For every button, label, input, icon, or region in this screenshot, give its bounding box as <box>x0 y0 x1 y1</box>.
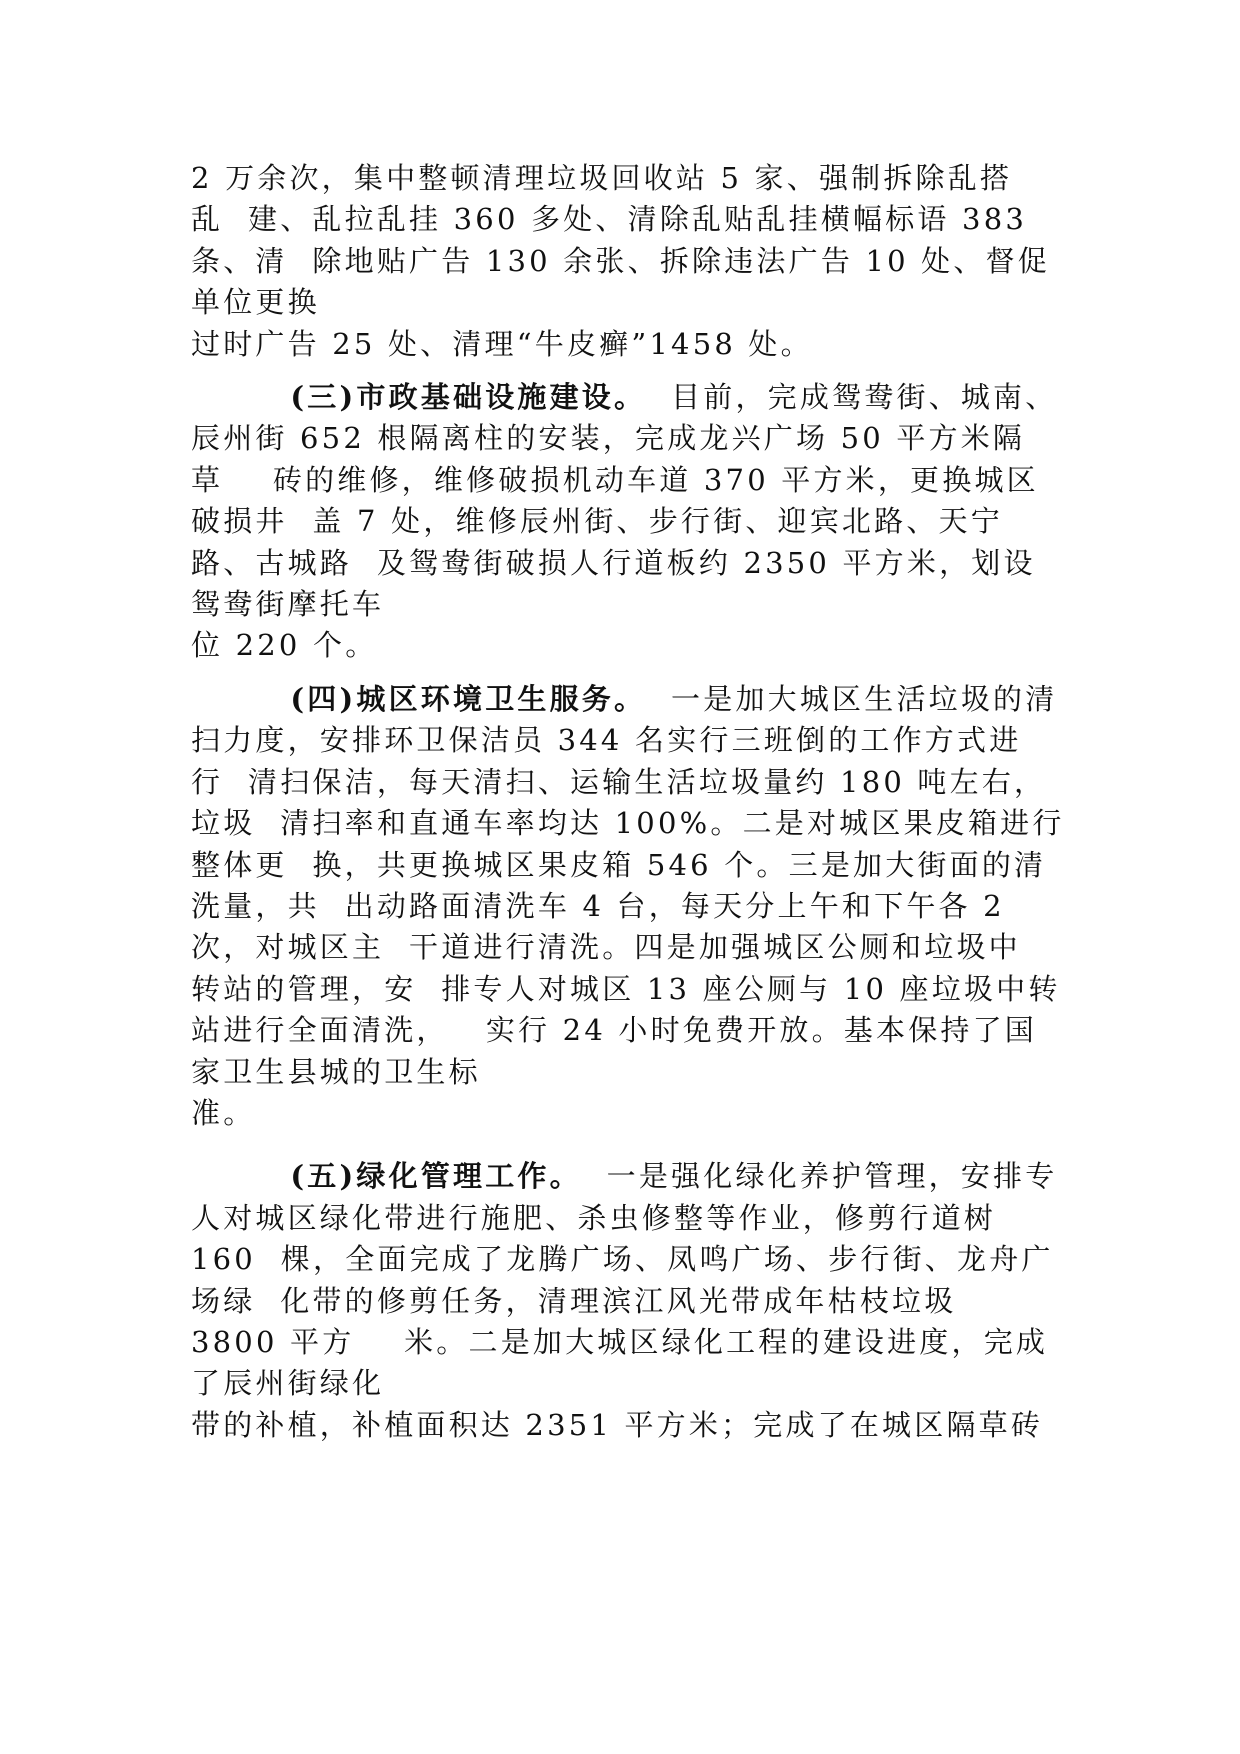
text-line: 洗量，共 出动路面清洗车 4 台，每天分上午和下午各 2 <box>191 888 1005 923</box>
text-line: 垃圾 清扫率和直通车率均达 100%。二是对城区果皮箱进行 <box>191 806 1065 841</box>
text-line: 次，对城区主 干道进行清洗。四是加强城区公厕和垃圾中 <box>191 930 1021 965</box>
text-line: 单位更换 <box>191 285 320 320</box>
text-line: 带的补植，补植面积达 2351 平方米；完成了在城区隔草砖 <box>191 1407 1044 1442</box>
document-page <box>191 158 1065 1446</box>
text-line: 鸳鸯街摩托车 <box>191 587 385 622</box>
section-greening-management <box>191 1156 1061 1446</box>
text-line: 乱 建、乱拉乱挂 360 多处、清除乱贴乱挂横幅标语 383 <box>191 202 1027 237</box>
text-line: 场绿 化带的修剪任务，清理滨江风光带成年枯枝垃圾 <box>191 1283 957 1318</box>
text-span: 一是加大城区生活垃圾的清 <box>646 681 1058 716</box>
text-line: 人对城区绿化带进行施肥、杀虫修整等作业，修剪行道树 <box>191 1200 997 1235</box>
text-line: 3800 平方 米。二是加大城区绿化工程的建设进度，完成 <box>191 1324 1049 1359</box>
text-line: 草 砖的维修，维修破损机动车道 370 平方米，更换城区 <box>191 462 1039 497</box>
text-line: 路、古城路 及鸳鸯街破损人行道板约 2350 平方米，划设 <box>191 545 1036 580</box>
text-line: 破损井 盖 7 处，维修辰州街、步行街、迎宾北路、天宁 <box>191 504 1003 539</box>
text-line: 条、清 除地贴广告 130 余张、拆除违法广告 10 处、督促 <box>191 243 1050 278</box>
text-line: 转站的管理，安 排专人对城区 13 座公厕与 10 座垃圾中转 <box>191 971 1061 1006</box>
text-line: 了辰州街绿化 <box>191 1366 385 1401</box>
text-line: 扫力度，安排环卫保洁员 344 名实行三班倒的工作方式进 <box>191 723 1022 758</box>
text-line: 辰州街 652 根隔离柱的安装，完成龙兴广场 50 平方米隔 <box>191 421 1026 456</box>
text-line: 过时广告 25 处、清理“牛皮癣”1458 处。 <box>191 326 813 361</box>
section-environmental-sanitation <box>191 679 1065 1134</box>
text-line: 准。 <box>191 1095 256 1130</box>
text-line: 家卫生县城的卫生标 <box>191 1054 481 1089</box>
section-heading: (三)市政基础设施建设。 <box>290 380 647 415</box>
text-line: 行 清扫保洁，每天清扫、运输生活垃圾量约 180 吨左右， <box>191 764 1047 799</box>
section-heading: (五)绿化管理工作。 <box>290 1159 582 1194</box>
text-line: 站进行全面清洗， 实行 24 小时免费开放。基本保持了国 <box>191 1013 1037 1048</box>
section-municipal-infrastructure <box>191 377 1061 667</box>
text-line: 160 棵，全面完成了龙腾广场、凤鸣广场、步行街、龙舟广 <box>191 1242 1054 1277</box>
paragraph-intro <box>191 158 1061 365</box>
section-first-line <box>191 1156 1061 1197</box>
text-span: 一是强化绿化养护管理，安排专 <box>581 1159 1058 1194</box>
text-line: 位 220 个。 <box>191 628 378 663</box>
text-line: 2 万余次，集中整顿清理垃圾回收站 5 家、强制拆除乱搭 <box>191 161 1013 195</box>
text-line: 整体更 换，共更换城区果皮箱 546 个。三是加大街面的清 <box>191 847 1047 882</box>
section-first-line <box>191 679 1061 720</box>
section-first-line <box>191 377 1061 418</box>
text-span: 目前，完成鸳鸯街、城南、 <box>646 380 1058 415</box>
section-heading: (四)城区环境卫生服务。 <box>290 681 647 716</box>
